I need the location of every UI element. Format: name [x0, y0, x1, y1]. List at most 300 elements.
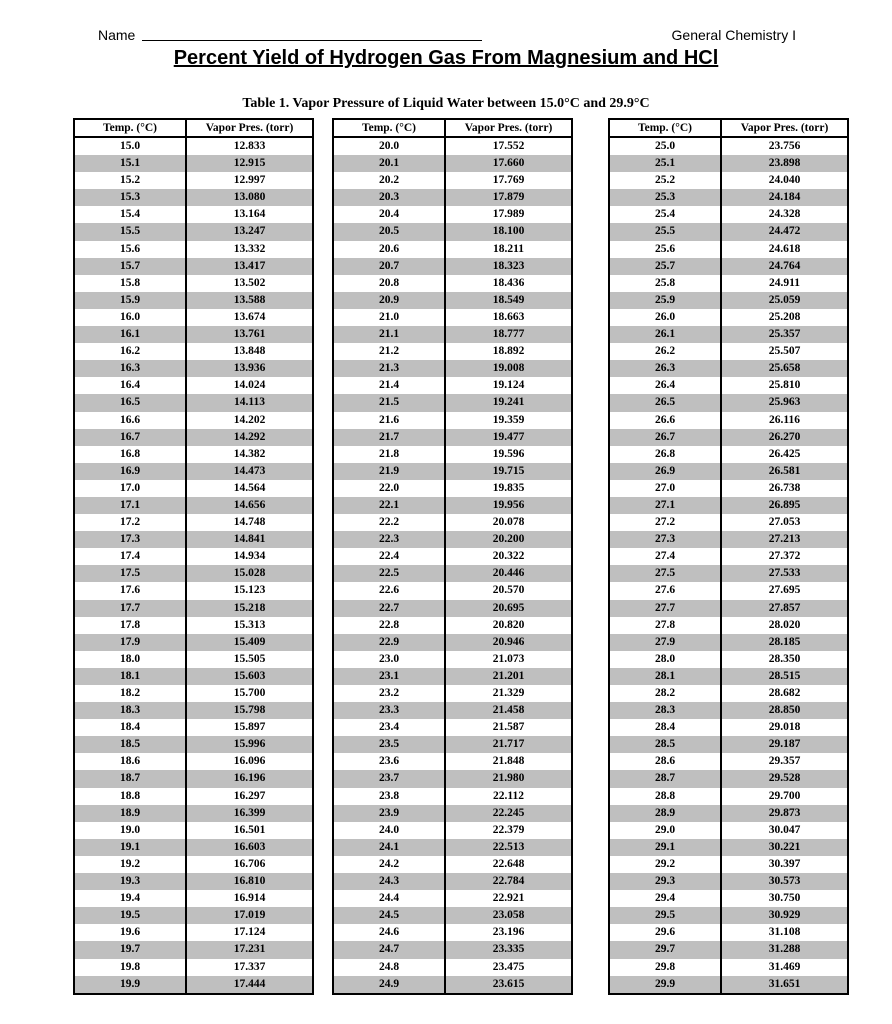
pressure-cell: 14.934 [186, 548, 313, 565]
temp-cell: 20.6 [333, 241, 445, 258]
table-row [333, 839, 572, 856]
pressure-cell: 14.024 [186, 377, 313, 394]
table-row [74, 959, 313, 976]
table-row [609, 719, 848, 736]
temp-cell: 20.8 [333, 275, 445, 292]
temp-column-header: Temp. (°C) [333, 119, 445, 137]
table-row [333, 890, 572, 907]
temp-cell: 28.9 [609, 805, 721, 822]
pressure-cell: 22.513 [445, 839, 572, 856]
table-row [333, 685, 572, 702]
table-row [609, 360, 848, 377]
table-row [333, 514, 572, 531]
temp-cell: 21.9 [333, 463, 445, 480]
table-row [333, 873, 572, 890]
pressure-cell: 18.663 [445, 309, 572, 326]
temp-cell: 22.9 [333, 634, 445, 651]
pressure-cell: 29.873 [721, 805, 848, 822]
page-title: Percent Yield of Hydrogen Gas From Magnesium and HCl [173, 47, 719, 69]
table-row [74, 429, 313, 446]
pressure-cell: 25.658 [721, 360, 848, 377]
table-row [333, 292, 572, 309]
pressure-cell: 15.313 [186, 617, 313, 634]
temp-cell: 22.0 [333, 480, 445, 497]
table-row [609, 822, 848, 839]
table-row [609, 702, 848, 719]
pressure-cell: 21.587 [445, 719, 572, 736]
temp-cell: 26.2 [609, 343, 721, 360]
pressure-cell: 23.475 [445, 959, 572, 976]
pressure-cell: 20.946 [445, 634, 572, 651]
temp-cell: 23.9 [333, 805, 445, 822]
table-row [74, 394, 313, 411]
pressure-cell: 20.446 [445, 565, 572, 582]
table-row [609, 753, 848, 770]
temp-cell: 24.1 [333, 839, 445, 856]
table-row [74, 326, 313, 343]
table-row [333, 719, 572, 736]
table-row [609, 976, 848, 994]
table-row [333, 463, 572, 480]
pressure-cell: 27.857 [721, 600, 848, 617]
table-row [609, 172, 848, 189]
pressure-cell: 17.444 [186, 976, 313, 994]
table-row [74, 788, 313, 805]
temp-cell: 19.5 [74, 907, 186, 924]
table-row [609, 890, 848, 907]
temp-cell: 15.1 [74, 155, 186, 172]
table-row [74, 343, 313, 360]
pressure-cell: 21.073 [445, 651, 572, 668]
temp-cell: 19.2 [74, 856, 186, 873]
pressure-cell: 27.213 [721, 531, 848, 548]
pressure-cell: 13.164 [186, 206, 313, 223]
pressure-cell: 17.552 [445, 137, 572, 155]
pressure-cell: 25.357 [721, 326, 848, 343]
table-row [74, 137, 313, 155]
temp-cell: 22.4 [333, 548, 445, 565]
table-row [333, 565, 572, 582]
table-row [74, 172, 313, 189]
temp-cell: 20.9 [333, 292, 445, 309]
table-row [333, 907, 572, 924]
pressure-cell: 22.921 [445, 890, 572, 907]
table-row [333, 394, 572, 411]
pressure-cell: 18.100 [445, 223, 572, 240]
temp-cell: 23.6 [333, 753, 445, 770]
table-row [333, 446, 572, 463]
table-row [333, 548, 572, 565]
temp-cell: 26.6 [609, 412, 721, 429]
table-row [609, 941, 848, 958]
table-row [609, 429, 848, 446]
table-row [609, 685, 848, 702]
temp-cell: 16.8 [74, 446, 186, 463]
temp-cell: 22.1 [333, 497, 445, 514]
pressure-cell: 31.108 [721, 924, 848, 941]
temp-cell: 19.7 [74, 941, 186, 958]
temp-cell: 22.5 [333, 565, 445, 582]
table-row [609, 463, 848, 480]
temp-cell: 23.1 [333, 668, 445, 685]
pressure-cell: 28.350 [721, 651, 848, 668]
temp-cell: 27.9 [609, 634, 721, 651]
table-row [74, 856, 313, 873]
pressure-cell: 21.458 [445, 702, 572, 719]
temp-column-header: Temp. (°C) [609, 119, 721, 137]
pressure-cell: 25.810 [721, 377, 848, 394]
pressure-cell: 21.717 [445, 736, 572, 753]
table-row [74, 668, 313, 685]
temp-cell: 18.4 [74, 719, 186, 736]
table-row [333, 189, 572, 206]
pressure-cell: 14.382 [186, 446, 313, 463]
pressure-cell: 24.184 [721, 189, 848, 206]
table-row [333, 959, 572, 976]
pressure-cell: 21.980 [445, 770, 572, 787]
course-title: General Chemistry I [671, 27, 796, 43]
temp-cell: 26.0 [609, 309, 721, 326]
pressure-cell: 30.929 [721, 907, 848, 924]
table-row [333, 634, 572, 651]
pressure-cell: 17.337 [186, 959, 313, 976]
temp-cell: 19.6 [74, 924, 186, 941]
table-row [609, 770, 848, 787]
table-row [74, 241, 313, 258]
table-row [74, 309, 313, 326]
pressure-cell: 17.769 [445, 172, 572, 189]
temp-cell: 24.9 [333, 976, 445, 994]
temp-cell: 18.1 [74, 668, 186, 685]
pressure-cell: 20.570 [445, 582, 572, 599]
temp-cell: 21.2 [333, 343, 445, 360]
pressure-cell: 16.297 [186, 788, 313, 805]
pressure-cell: 24.618 [721, 241, 848, 258]
temp-cell: 15.4 [74, 206, 186, 223]
pressure-cell: 29.018 [721, 719, 848, 736]
temp-cell: 23.0 [333, 651, 445, 668]
table-row [609, 241, 848, 258]
temp-cell: 29.3 [609, 873, 721, 890]
pressure-cell: 19.008 [445, 360, 572, 377]
temp-cell: 27.7 [609, 600, 721, 617]
pressure-cell: 24.328 [721, 206, 848, 223]
table-row [333, 651, 572, 668]
pressure-cell: 15.897 [186, 719, 313, 736]
table-row [74, 617, 313, 634]
temp-cell: 25.6 [609, 241, 721, 258]
table-row [609, 189, 848, 206]
table-row [74, 890, 313, 907]
table-row [609, 600, 848, 617]
table-row [609, 736, 848, 753]
table-row [333, 805, 572, 822]
temp-cell: 18.8 [74, 788, 186, 805]
table-row [609, 137, 848, 155]
table-header-row [74, 119, 313, 137]
temp-cell: 16.4 [74, 377, 186, 394]
pressure-cell: 26.425 [721, 446, 848, 463]
temp-cell: 20.0 [333, 137, 445, 155]
temp-cell: 24.0 [333, 822, 445, 839]
table-row [74, 223, 313, 240]
temp-cell: 29.6 [609, 924, 721, 941]
table-row [333, 223, 572, 240]
table-row [609, 514, 848, 531]
pressure-cell: 27.372 [721, 548, 848, 565]
temp-cell: 26.4 [609, 377, 721, 394]
table-row [333, 206, 572, 223]
pressure-cell: 14.656 [186, 497, 313, 514]
pressure-cell: 30.221 [721, 839, 848, 856]
pressure-cell: 15.409 [186, 634, 313, 651]
temp-cell: 17.4 [74, 548, 186, 565]
table-row [333, 822, 572, 839]
pressure-cell: 20.200 [445, 531, 572, 548]
temp-cell: 21.5 [333, 394, 445, 411]
pressure-cell: 15.123 [186, 582, 313, 599]
temp-cell: 23.8 [333, 788, 445, 805]
temp-cell: 28.1 [609, 668, 721, 685]
table-row [74, 292, 313, 309]
table-row [333, 617, 572, 634]
table-row [74, 497, 313, 514]
table-row [333, 702, 572, 719]
pressure-cell: 16.096 [186, 753, 313, 770]
table-row [333, 600, 572, 617]
temp-cell: 19.1 [74, 839, 186, 856]
temp-cell: 20.5 [333, 223, 445, 240]
pressure-cell: 17.660 [445, 155, 572, 172]
table-row [609, 258, 848, 275]
table-row [609, 155, 848, 172]
temp-cell: 20.2 [333, 172, 445, 189]
pressure-cell: 28.515 [721, 668, 848, 685]
table-row [333, 531, 572, 548]
pressure-column-header: Vapor Pres. (torr) [721, 119, 848, 137]
pressure-cell: 23.898 [721, 155, 848, 172]
pressure-cell: 28.185 [721, 634, 848, 651]
pressure-cell: 22.379 [445, 822, 572, 839]
temp-cell: 19.0 [74, 822, 186, 839]
temp-cell: 29.0 [609, 822, 721, 839]
pressure-cell: 14.564 [186, 480, 313, 497]
table-row [609, 582, 848, 599]
pressure-cell: 17.124 [186, 924, 313, 941]
table-row [74, 565, 313, 582]
temp-cell: 16.2 [74, 343, 186, 360]
pressure-cell: 16.501 [186, 822, 313, 839]
temp-cell: 29.1 [609, 839, 721, 856]
temp-cell: 26.9 [609, 463, 721, 480]
pressure-cell: 20.078 [445, 514, 572, 531]
table-row [609, 377, 848, 394]
pressure-cell: 19.477 [445, 429, 572, 446]
temp-cell: 29.9 [609, 976, 721, 994]
table-row [74, 907, 313, 924]
temp-cell: 15.9 [74, 292, 186, 309]
temp-cell: 28.4 [609, 719, 721, 736]
table-row [333, 241, 572, 258]
temp-cell: 17.3 [74, 531, 186, 548]
pressure-cell: 28.020 [721, 617, 848, 634]
pressure-cell: 30.397 [721, 856, 848, 873]
temp-cell: 16.6 [74, 412, 186, 429]
table-header-row [609, 119, 848, 137]
pressure-cell: 12.833 [186, 137, 313, 155]
pressure-cell: 18.436 [445, 275, 572, 292]
table-header-row [333, 119, 572, 137]
pressure-cell: 23.335 [445, 941, 572, 958]
pressure-cell: 21.201 [445, 668, 572, 685]
temp-cell: 27.8 [609, 617, 721, 634]
temp-cell: 24.5 [333, 907, 445, 924]
table-row [609, 839, 848, 856]
temp-cell: 26.3 [609, 360, 721, 377]
table-row [333, 275, 572, 292]
temp-cell: 18.5 [74, 736, 186, 753]
table-row [609, 497, 848, 514]
name-line [142, 40, 482, 41]
pressure-cell: 18.549 [445, 292, 572, 309]
pressure-cell: 14.748 [186, 514, 313, 531]
temp-cell: 16.1 [74, 326, 186, 343]
temp-cell: 25.1 [609, 155, 721, 172]
pressure-cell: 14.113 [186, 394, 313, 411]
temp-cell: 21.3 [333, 360, 445, 377]
pressure-cell: 24.911 [721, 275, 848, 292]
table-row [74, 719, 313, 736]
pressure-cell: 26.895 [721, 497, 848, 514]
temp-cell: 21.4 [333, 377, 445, 394]
pressure-cell: 29.357 [721, 753, 848, 770]
pressure-cell: 15.798 [186, 702, 313, 719]
temp-cell: 25.0 [609, 137, 721, 155]
temp-cell: 27.4 [609, 548, 721, 565]
pressure-cell: 20.322 [445, 548, 572, 565]
temp-cell: 21.1 [333, 326, 445, 343]
pressure-cell: 26.116 [721, 412, 848, 429]
pressure-cell: 13.588 [186, 292, 313, 309]
temp-cell: 17.5 [74, 565, 186, 582]
temp-cell: 21.8 [333, 446, 445, 463]
table-row [609, 634, 848, 651]
pressure-cell: 15.505 [186, 651, 313, 668]
temp-cell: 28.6 [609, 753, 721, 770]
pressure-cell: 22.784 [445, 873, 572, 890]
table-row [333, 360, 572, 377]
temp-cell: 25.9 [609, 292, 721, 309]
table-row [74, 924, 313, 941]
pressure-cell: 16.914 [186, 890, 313, 907]
table-row [74, 275, 313, 292]
pressure-cell: 12.915 [186, 155, 313, 172]
table-row [74, 206, 313, 223]
pressure-cell: 25.059 [721, 292, 848, 309]
temp-cell: 20.7 [333, 258, 445, 275]
vapor-pressure-table-1 [73, 118, 314, 995]
table-row [333, 924, 572, 941]
table-row [74, 770, 313, 787]
temp-cell: 17.1 [74, 497, 186, 514]
temp-cell: 17.0 [74, 480, 186, 497]
table-row [74, 600, 313, 617]
pressure-cell: 19.596 [445, 446, 572, 463]
pressure-cell: 30.047 [721, 822, 848, 839]
temp-cell: 25.3 [609, 189, 721, 206]
pressure-cell: 20.820 [445, 617, 572, 634]
temp-cell: 29.8 [609, 959, 721, 976]
table-row [333, 309, 572, 326]
table-row [333, 480, 572, 497]
table-row [333, 412, 572, 429]
temp-cell: 19.8 [74, 959, 186, 976]
table-row [609, 565, 848, 582]
pressure-cell: 31.288 [721, 941, 848, 958]
pressure-cell: 24.764 [721, 258, 848, 275]
table-row [74, 736, 313, 753]
table-row [609, 394, 848, 411]
pressure-cell: 23.615 [445, 976, 572, 994]
table-row [74, 514, 313, 531]
table-row [333, 770, 572, 787]
pressure-cell: 19.956 [445, 497, 572, 514]
temp-cell: 26.8 [609, 446, 721, 463]
table-row [609, 343, 848, 360]
pressure-cell: 17.879 [445, 189, 572, 206]
pressure-cell: 26.738 [721, 480, 848, 497]
temp-cell: 27.3 [609, 531, 721, 548]
table-row [74, 548, 313, 565]
pressure-cell: 13.502 [186, 275, 313, 292]
pressure-cell: 28.850 [721, 702, 848, 719]
table-row [609, 873, 848, 890]
pressure-cell: 14.473 [186, 463, 313, 480]
table-row [609, 275, 848, 292]
pressure-cell: 14.202 [186, 412, 313, 429]
temp-cell: 27.6 [609, 582, 721, 599]
table-row [74, 753, 313, 770]
pressure-cell: 16.706 [186, 856, 313, 873]
temp-cell: 24.3 [333, 873, 445, 890]
temp-cell: 17.2 [74, 514, 186, 531]
temp-cell: 24.6 [333, 924, 445, 941]
pressure-cell: 28.682 [721, 685, 848, 702]
temp-cell: 16.5 [74, 394, 186, 411]
pressure-cell: 16.196 [186, 770, 313, 787]
pressure-cell: 19.241 [445, 394, 572, 411]
pressure-column-header: Vapor Pres. (torr) [186, 119, 313, 137]
temp-cell: 27.2 [609, 514, 721, 531]
pressure-cell: 20.695 [445, 600, 572, 617]
pressure-cell: 13.247 [186, 223, 313, 240]
pressure-column-header: Vapor Pres. (torr) [445, 119, 572, 137]
temp-cell: 23.2 [333, 685, 445, 702]
temp-cell: 15.6 [74, 241, 186, 258]
temp-cell: 23.4 [333, 719, 445, 736]
pressure-cell: 19.124 [445, 377, 572, 394]
temp-cell: 25.4 [609, 206, 721, 223]
pressure-cell: 29.700 [721, 788, 848, 805]
pressure-cell: 27.053 [721, 514, 848, 531]
temp-cell: 27.0 [609, 480, 721, 497]
pressure-cell: 18.211 [445, 241, 572, 258]
temp-cell: 16.7 [74, 429, 186, 446]
pressure-cell: 13.674 [186, 309, 313, 326]
temp-cell: 29.2 [609, 856, 721, 873]
table-row [333, 976, 572, 994]
temp-cell: 18.0 [74, 651, 186, 668]
